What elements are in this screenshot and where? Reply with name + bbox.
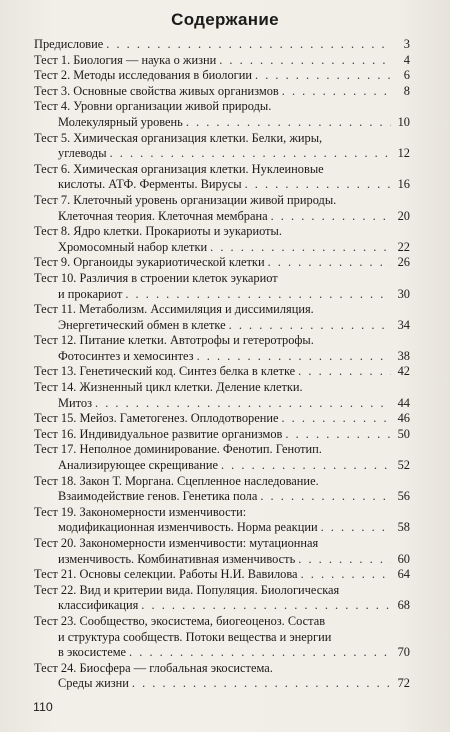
toc-entry-line bbox=[34, 567, 410, 583]
toc-entry-line bbox=[34, 583, 410, 599]
toc-entry-line bbox=[34, 630, 410, 646]
toc-entry-text: модификационная изменчивость. Норма реакции bbox=[58, 520, 318, 535]
toc-entry bbox=[34, 271, 410, 302]
toc-page-number: 16 bbox=[397, 177, 410, 192]
toc-entry-text: Тест 2. Методы исследования в биологии bbox=[34, 68, 253, 83]
toc-entry-line bbox=[34, 661, 410, 677]
toc-entry bbox=[34, 583, 410, 614]
leader-dots bbox=[271, 209, 391, 225]
toc-entry-text: в экосистеме bbox=[58, 645, 127, 660]
toc-entry bbox=[34, 131, 410, 162]
toc-page-number: 12 bbox=[397, 146, 410, 161]
leader-dots bbox=[245, 177, 391, 193]
toc-entry-line bbox=[34, 302, 410, 318]
toc-entry-line bbox=[34, 598, 410, 614]
leader-dots bbox=[285, 427, 391, 443]
toc-entry-text: Тест 15. Мейоз. Гаметогенез. Оплодотворение bbox=[34, 411, 279, 426]
leader-dots bbox=[141, 598, 391, 614]
toc-entry-text: и прокариот bbox=[58, 286, 123, 301]
toc-entry-line bbox=[34, 115, 410, 131]
toc-page-number: 72 bbox=[397, 676, 410, 691]
toc-page-number: 30 bbox=[397, 286, 410, 301]
toc-entry-text: Тест 3. Основные свойства живых организмов bbox=[34, 83, 279, 98]
toc-entry bbox=[34, 661, 410, 692]
toc-entry-text: Тест 21. Основы селекции. Работы Н.И. Вавилова bbox=[34, 567, 298, 582]
toc-entry bbox=[34, 505, 410, 536]
toc-entry-line bbox=[34, 396, 410, 412]
toc-entry bbox=[34, 68, 410, 84]
toc-entry-text: Анализирующее скрещивание bbox=[58, 458, 218, 473]
toc-entry-line bbox=[34, 271, 410, 287]
toc-entry-text: Тест 17. Неполное доминирование. Фенотип. Генотип. bbox=[34, 442, 322, 457]
toc-entry-line bbox=[34, 427, 410, 443]
toc-entry-line bbox=[34, 442, 410, 458]
toc-entry-text: Тест 9. Органоиды эукариотической клетки bbox=[34, 255, 265, 270]
toc-entry-text: Хромосомный набор клетки bbox=[58, 239, 208, 254]
toc-entry-line bbox=[34, 177, 410, 193]
toc-entry-line bbox=[34, 411, 410, 427]
toc-entry-text: Тест 12. Питание клетки. Автотрофы и гетеротрофы. bbox=[34, 333, 314, 348]
toc-entry-line bbox=[34, 676, 410, 692]
leader-dots bbox=[229, 318, 391, 334]
leader-dots bbox=[186, 115, 391, 131]
toc-entry bbox=[34, 333, 410, 364]
toc-entry-line bbox=[34, 193, 410, 209]
leader-dots bbox=[260, 489, 391, 505]
toc-entry-text: Тест 7. Клеточный уровень организации живой природы. bbox=[34, 192, 337, 207]
page-title: Содержание bbox=[171, 10, 279, 29]
toc-entry-line bbox=[34, 520, 410, 536]
toc-entry-text: Тест 22. Вид и критерии вида. Популяция. Биологическая bbox=[34, 582, 340, 597]
toc-entry-text: Тест 20. Закономерности изменчивости: мутационная bbox=[34, 536, 319, 550]
leader-dots bbox=[221, 458, 391, 474]
toc-entry-line bbox=[34, 505, 410, 521]
leader-dots bbox=[132, 676, 391, 692]
toc-entry-text: углеводы bbox=[58, 146, 107, 161]
toc-entry-line bbox=[34, 318, 410, 334]
toc-entry-line bbox=[34, 552, 410, 568]
toc-entry bbox=[34, 474, 410, 505]
leader-dots bbox=[106, 37, 391, 53]
toc-page-number: 6 bbox=[403, 68, 410, 83]
toc-page-number: 64 bbox=[397, 567, 410, 582]
toc-page-number: 34 bbox=[397, 317, 410, 332]
leader-dots bbox=[298, 364, 391, 380]
toc-entry-line bbox=[34, 99, 410, 115]
toc-entry-text: Фотосинтез и хемосинтез bbox=[58, 348, 194, 363]
toc-entry-text: кислоты. АТФ. Ферменты. Вирусы bbox=[58, 177, 242, 192]
toc-page-number: 26 bbox=[397, 255, 410, 270]
toc-page-number: 70 bbox=[397, 645, 410, 660]
toc-page-number: 44 bbox=[397, 395, 410, 410]
toc-entry-line bbox=[34, 380, 410, 396]
toc-entry bbox=[34, 162, 410, 193]
toc-entry-line bbox=[34, 224, 410, 240]
leader-dots bbox=[268, 255, 391, 271]
toc-entry bbox=[34, 364, 410, 380]
toc-entry bbox=[34, 255, 410, 271]
toc-entry-line bbox=[34, 162, 410, 178]
toc-page-number: 4 bbox=[403, 52, 410, 67]
toc-entry-text: Тест 13. Генетический код. Синтез белка в клетке bbox=[34, 364, 296, 379]
toc-entry-text: классификация bbox=[58, 598, 139, 613]
toc-entry-line bbox=[34, 287, 410, 303]
toc-entry bbox=[34, 37, 410, 53]
toc-entry-line bbox=[34, 489, 410, 505]
toc-entry bbox=[34, 224, 410, 255]
toc-entry-line bbox=[34, 146, 410, 162]
toc-entry-text: Тест 10. Различия в строении клеток эукариот bbox=[34, 270, 278, 285]
toc-entry-line bbox=[34, 474, 410, 490]
toc-entry bbox=[34, 380, 410, 411]
leader-dots bbox=[129, 645, 391, 661]
toc-entry-text: Тест 14. Жизненный цикл клетки. Деление клетки. bbox=[34, 380, 303, 395]
leader-dots bbox=[110, 146, 391, 162]
leader-dots bbox=[298, 552, 391, 568]
toc-entry-text: Энергетический обмен в клетке bbox=[58, 317, 226, 332]
toc-entry bbox=[34, 193, 410, 224]
toc-entry-line bbox=[34, 349, 410, 365]
toc-entry-text: Тест 24. Биосфера — глобальная экосистема. bbox=[34, 660, 273, 675]
toc-entry-text: Митоз bbox=[58, 395, 92, 410]
toc-entry-text: Тест 23. Сообщество, экосистема, биогеоценоз. Состав bbox=[34, 613, 326, 628]
toc-entry-line bbox=[34, 37, 410, 53]
toc-entry-text: Тест 18. Закон Т. Моргана. Сцепленное наследование. bbox=[34, 473, 319, 488]
toc-entry-line bbox=[34, 536, 410, 552]
toc-page-number: 22 bbox=[397, 239, 410, 254]
toc-entry-text: Тест 8. Ядро клетки. Прокариоты и эукариоты. bbox=[34, 224, 282, 239]
toc-entry bbox=[34, 99, 410, 130]
toc-entry-line bbox=[34, 68, 410, 84]
toc-entry bbox=[34, 302, 410, 333]
toc-entry-text: Тест 1. Биология — наука о жизни bbox=[34, 52, 217, 67]
leader-dots bbox=[321, 520, 391, 536]
toc-entry-text: Тест 16. Индивидуальное развитие организмов bbox=[34, 426, 283, 441]
toc-entry-line bbox=[34, 458, 410, 474]
leader-dots bbox=[281, 411, 391, 427]
toc-entry-line bbox=[34, 53, 410, 69]
toc-page-number: 58 bbox=[397, 520, 410, 535]
leader-dots bbox=[219, 53, 391, 69]
toc-entry-text: Предисловие bbox=[34, 37, 104, 51]
toc-entry-text: Тест 11. Метаболизм. Ассимиляция и диссимиляция. bbox=[34, 302, 314, 317]
toc-entry-text: Клеточная теория. Клеточная мембрана bbox=[58, 208, 268, 223]
leader-dots bbox=[282, 84, 391, 100]
toc-entry-text: Тест 5. Химическая организация клетки. Белки, жиры, bbox=[34, 130, 323, 145]
leader-dots bbox=[95, 396, 391, 412]
toc-page-number: 8 bbox=[403, 83, 410, 98]
toc-entry-line bbox=[34, 209, 410, 225]
toc-page-number: 68 bbox=[397, 598, 410, 613]
toc-entry-text: изменчивость. Комбинативная изменчивость bbox=[58, 551, 296, 566]
toc-entry-text: Взаимодействие генов. Генетика пола bbox=[58, 489, 258, 504]
toc-entry bbox=[34, 614, 410, 661]
toc-entry bbox=[34, 53, 410, 69]
toc-entry-line bbox=[34, 255, 410, 271]
toc-page-number: 20 bbox=[397, 208, 410, 223]
toc-entry bbox=[34, 84, 410, 100]
toc-entry-line bbox=[34, 364, 410, 380]
toc-entry-line bbox=[34, 645, 410, 661]
leader-dots bbox=[210, 240, 391, 256]
leader-dots bbox=[255, 68, 391, 84]
toc-entry-line bbox=[34, 333, 410, 349]
toc-entry-text: Тест 6. Химическая организация клетки. Нуклеиновые bbox=[34, 161, 324, 176]
toc-entry-text: Тест 19. Закономерности изменчивости: bbox=[34, 504, 247, 519]
toc-entry bbox=[34, 427, 410, 443]
toc-page-number: 10 bbox=[397, 114, 410, 129]
toc-page-number: 38 bbox=[397, 348, 410, 363]
toc-page-number: 50 bbox=[397, 426, 410, 441]
toc-entry-text: и структура сообществ. Потоки вещества и энергии bbox=[58, 629, 332, 644]
toc-page-number: 3 bbox=[403, 37, 410, 51]
toc-entry bbox=[34, 442, 410, 473]
toc-page-number: 46 bbox=[397, 411, 410, 426]
toc-entry-line bbox=[34, 84, 410, 100]
toc-entry bbox=[34, 536, 410, 567]
toc-page-number: 56 bbox=[397, 489, 410, 504]
toc-page-number: 52 bbox=[397, 458, 410, 473]
toc-entry bbox=[34, 411, 410, 427]
page-number: 110 bbox=[33, 700, 53, 714]
table-of-contents bbox=[34, 37, 410, 692]
toc-entry-line bbox=[34, 614, 410, 630]
toc-entry-line bbox=[34, 131, 410, 147]
toc-entry-text: Среды жизни bbox=[58, 676, 129, 691]
toc-entry-text: Молекулярный уровень bbox=[58, 114, 183, 129]
toc-page-number: 42 bbox=[397, 364, 410, 379]
leader-dots bbox=[197, 349, 391, 365]
toc-page-number: 60 bbox=[397, 551, 410, 566]
leader-dots bbox=[301, 567, 391, 583]
leader-dots bbox=[125, 287, 391, 303]
toc-entry-text: Тест 4. Уровни организации живой природы. bbox=[34, 99, 272, 114]
toc-entry-line bbox=[34, 240, 410, 256]
toc-entry bbox=[34, 567, 410, 583]
